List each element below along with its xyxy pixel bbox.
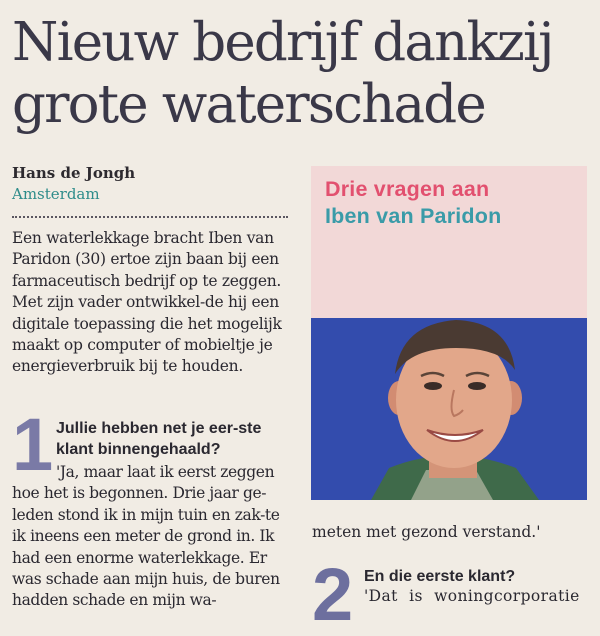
- dateline-location: Amsterdam: [12, 185, 100, 203]
- question-2: En die eerste klant?: [364, 568, 516, 585]
- question-number-1: 1: [12, 403, 54, 486]
- portrait-illustration: [311, 318, 587, 500]
- portrait-photo: [311, 318, 587, 500]
- headline: Nieuw bedrijf dankzij grote waterschade: [12, 12, 553, 135]
- interview-sidebar: [311, 166, 587, 500]
- answer-2: 'Dat is woningcorporatie: [364, 587, 580, 605]
- question-number-2: 2: [312, 553, 354, 636]
- answer-1-text: hoe het is begonnen. Drie jaar ge-leden stond ik in mijn tuin en zak-te ik ineens een meter de grond in. Ik had een enorme waterlekkage. Er was schade aan mijn huis, de buren hadden schade en mijn wa-: [12, 484, 280, 610]
- author-name: Hans de Jongh: [12, 164, 136, 182]
- byline: [12, 163, 135, 205]
- question-1: Jullie hebben net je eer-ste klant binnengehaald?: [56, 420, 262, 458]
- answer-1-first-line: 'Ja, maar laat ik eerst zeggen: [56, 463, 275, 481]
- sidebar-title: [325, 176, 501, 230]
- intro-paragraph: Een waterlekkage bracht Iben van Paridon (30) ertoe zijn baan bij een farmaceutisch bedrijf op te zeggen. Met zijn vader ontwikkel-de hij een digitale toepassing die het mogelijk maakt op computer of mobieltje je energieverbruik bij te houden.: [12, 229, 282, 376]
- dotted-divider: [12, 216, 288, 218]
- sidebar-title-line-2: Iben van Paridon: [325, 204, 502, 228]
- answer-1: [12, 462, 290, 612]
- sidebar-title-line-1: Drie vragen aan: [325, 177, 490, 201]
- column-continuation: meten met gezond verstand.': [312, 523, 541, 541]
